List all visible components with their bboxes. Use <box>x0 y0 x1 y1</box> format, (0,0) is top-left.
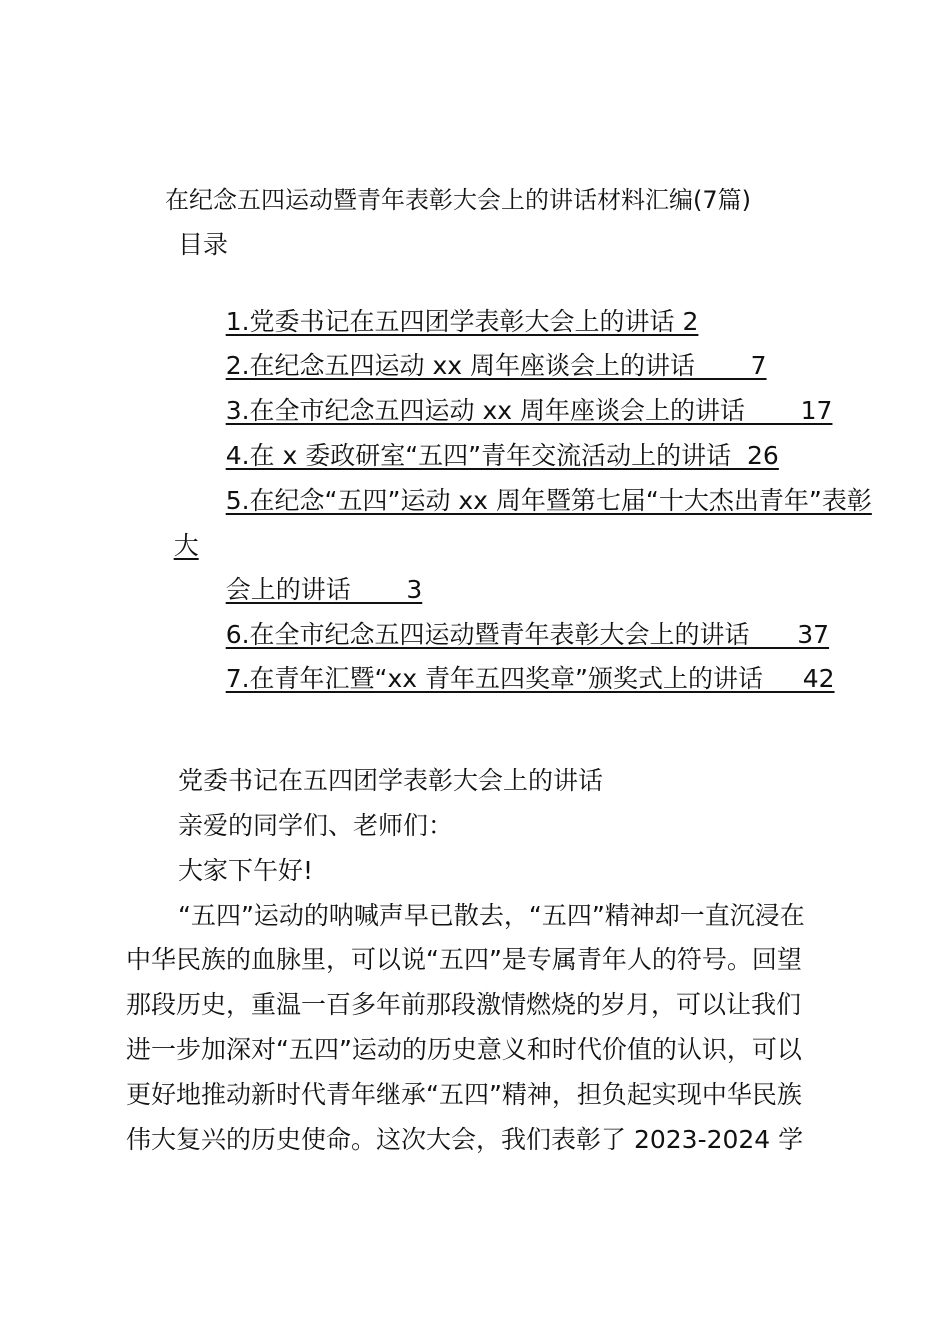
toc-link-4[interactable]: 4.在 x 委政研室“五四”青年交流活动上的讲话 26 <box>225 441 779 470</box>
toc-link-6[interactable]: 6.在全市纪念五四运动暨青年表彰大会上的讲话 37 <box>225 620 830 649</box>
toc-link-5-wrap[interactable]: 大 <box>173 531 199 560</box>
toc-link-2[interactable]: 2.在纪念五四运动 xx 周年座谈会上的讲话 7 <box>225 351 767 380</box>
paragraph-line: 更好地推动新时代青年继承“五四”精神，担负起实现中华民族 <box>126 1080 802 1109</box>
toc-link-5[interactable]: 5.在纪念“五四”运动 xx 周年暨第七届“十大杰出青年”表彰 <box>225 486 872 515</box>
toc-link-3[interactable]: 3.在全市纪念五四运动 xx 周年座谈会上的讲话 17 <box>225 396 833 425</box>
paragraph-line: 伟大复兴的历史使命。这次大会，我们表彰了 2023-2024 学 <box>126 1125 804 1154</box>
greeting: 大家下午好! <box>178 856 314 885</box>
toc-heading: 目录 <box>178 230 229 259</box>
paragraph-line: “五四”运动的呐喊声早已散去，“五四”精神却一直沉浸在 <box>178 901 805 930</box>
toc-link-7[interactable]: 7.在青年汇暨“xx 青年五四奖章”颁奖式上的讲话 42 <box>225 664 835 693</box>
paragraph-line: 进一步加深对“五四”运动的历史意义和时代价值的认识，可以 <box>126 1035 802 1064</box>
section-title: 党委书记在五四团学表彰大会上的讲话 <box>178 766 604 795</box>
paragraph-line: 那段历史，重温一百多年前那段激情燃烧的岁月，可以让我们 <box>126 990 802 1019</box>
salutation: 亲爱的同学们、老师们： <box>178 811 454 840</box>
paragraph-line: 中华民族的血脉里，可以说“五四”是专属青年人的符号。回望 <box>126 945 802 974</box>
toc-link-5-cont[interactable]: 会上的讲话 3 <box>225 575 423 604</box>
toc-entry[interactable] <box>178 631 835 727</box>
document-title: 在纪念五四运动暨青年表彰大会上的讲话材料汇编(7篇) <box>165 186 751 214</box>
toc-entry[interactable] <box>178 453 872 549</box>
toc-link-1[interactable]: 1.党委书记在五四团学表彰大会上的讲话 2 <box>225 307 699 336</box>
